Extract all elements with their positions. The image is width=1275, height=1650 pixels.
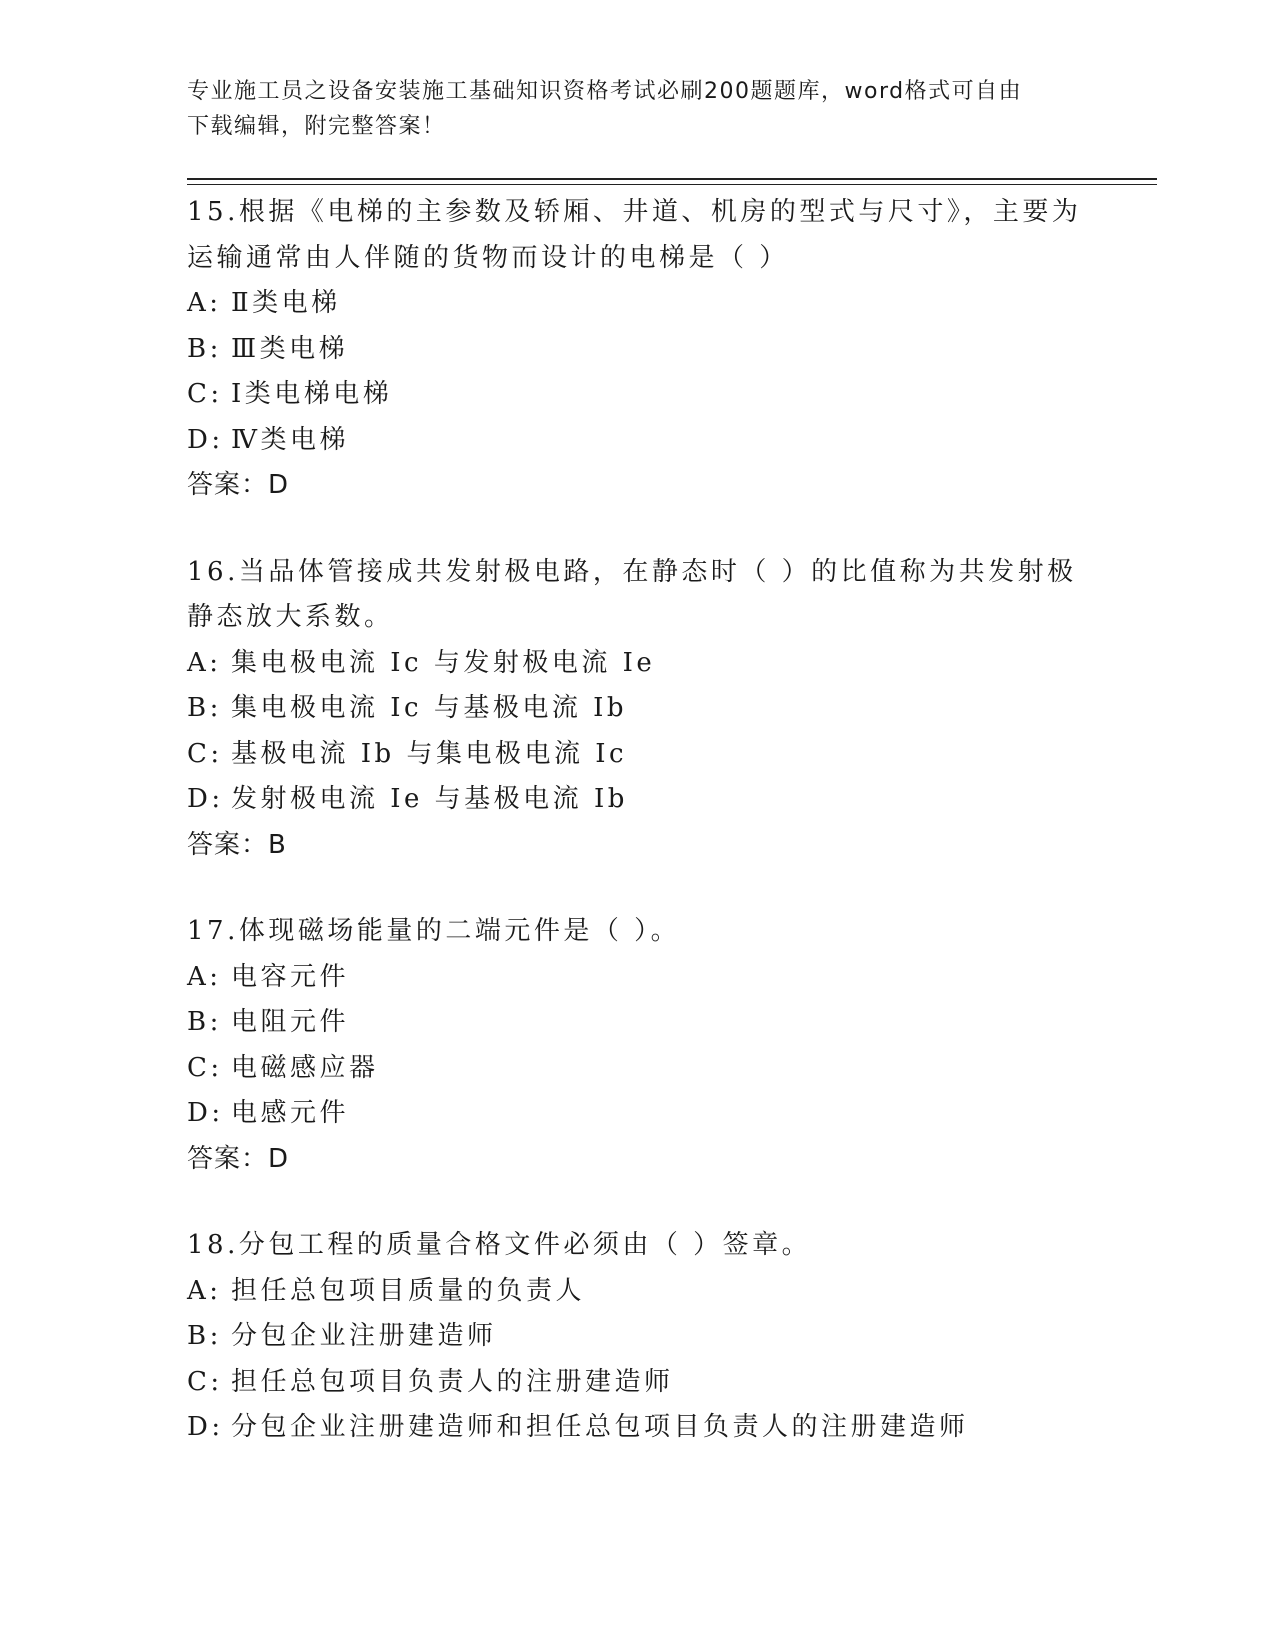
question-15 bbox=[187, 190, 1087, 509]
option-key: C: bbox=[187, 738, 223, 769]
option-key: A: bbox=[187, 288, 222, 318]
header-divider-thin bbox=[187, 184, 1157, 185]
option-key: D: bbox=[187, 1412, 224, 1442]
answer-line: 答案：D bbox=[187, 1143, 290, 1174]
option-key: C: bbox=[187, 379, 223, 409]
question-list bbox=[187, 190, 1087, 1492]
option-text: 电容元件 bbox=[231, 961, 350, 992]
option-key: B: bbox=[187, 1321, 222, 1351]
option-a bbox=[187, 955, 1087, 1001]
option-text: Ⅲ类电梯 bbox=[231, 333, 349, 364]
question-stem-line-1: 18.分包工程的质量合格文件必须由（ ）签章。 bbox=[187, 1230, 812, 1260]
question-17 bbox=[187, 909, 1087, 1182]
option-c bbox=[187, 732, 1087, 778]
option-text: 担任总包项目质量的负责人 bbox=[231, 1275, 586, 1306]
option-text: 电感元件 bbox=[231, 1098, 350, 1128]
option-text: Ⅳ类电梯 bbox=[231, 424, 349, 455]
option-key: B: bbox=[187, 333, 222, 364]
option-b bbox=[187, 327, 1087, 373]
question-stem-line-1: 15.根据《电梯的主参数及轿厢、井道、机房的型式与尺寸》，主要为 bbox=[187, 197, 1082, 227]
option-key: D: bbox=[187, 784, 224, 814]
option-text: Ⅱ类电梯 bbox=[231, 288, 341, 318]
option-key: C: bbox=[187, 1366, 223, 1397]
option-key: B: bbox=[187, 1007, 222, 1037]
header-line-1: 专业施工员之设备安装施工基础知识资格考试必刷200题题库，word格式可自由 bbox=[187, 79, 1023, 104]
option-a bbox=[187, 641, 1087, 687]
option-c bbox=[187, 372, 1087, 418]
option-b bbox=[187, 686, 1087, 732]
option-a bbox=[187, 281, 1087, 327]
option-text: 电磁感应器 bbox=[231, 1052, 379, 1083]
option-text: Ⅰ类电梯电梯 bbox=[231, 379, 393, 409]
option-b bbox=[187, 1000, 1087, 1046]
option-key: B: bbox=[187, 693, 222, 723]
option-text: 基极电流 Ib 与集电极电流 Ic bbox=[231, 738, 628, 769]
option-d bbox=[187, 418, 1087, 464]
option-key: A: bbox=[187, 647, 222, 678]
option-text: 发射极电流 Ie 与基极电流 Ib bbox=[231, 784, 628, 814]
header-line-2: 下载编辑，附完整答案！ bbox=[187, 114, 446, 139]
option-b bbox=[187, 1314, 1087, 1360]
option-text: 集电极电流 Ic 与发射极电流 Ie bbox=[231, 647, 656, 678]
option-key: D: bbox=[187, 424, 224, 455]
question-stem-line-1: 17.体现磁场能量的二端元件是（ ）。 bbox=[187, 916, 681, 946]
answer-line: 答案：D bbox=[187, 470, 290, 500]
option-a bbox=[187, 1269, 1087, 1315]
option-d bbox=[187, 777, 1087, 823]
option-text: 集电极电流 Ic 与基极电流 Ib bbox=[231, 693, 628, 723]
question-stem-line-2: 静态放大系数。 bbox=[187, 602, 394, 632]
option-text: 分包企业注册建造师和担任总包项目负责人的注册建造师 bbox=[231, 1412, 969, 1442]
question-stem-line-1: 16.当品体管接成共发射极电路，在静态时（ ）的比值称为共发射极 bbox=[187, 556, 1077, 587]
option-text: 担任总包项目负责人的注册建造师 bbox=[231, 1366, 674, 1397]
document-header bbox=[187, 74, 1087, 144]
question-16 bbox=[187, 550, 1087, 869]
question-18 bbox=[187, 1223, 1087, 1451]
option-d bbox=[187, 1405, 1087, 1451]
question-stem-line-2: 运输通常由人伴随的货物而设计的电梯是（ ） bbox=[187, 242, 789, 273]
option-key: A: bbox=[187, 1275, 222, 1306]
option-key: D: bbox=[187, 1098, 224, 1128]
option-text: 分包企业注册建造师 bbox=[231, 1321, 497, 1351]
option-key: A: bbox=[187, 961, 222, 992]
option-c bbox=[187, 1046, 1087, 1092]
header-divider-thick bbox=[187, 178, 1157, 180]
option-text: 电阻元件 bbox=[231, 1007, 350, 1037]
option-d bbox=[187, 1091, 1087, 1137]
answer-line: 答案：B bbox=[187, 829, 287, 860]
option-key: C: bbox=[187, 1052, 223, 1083]
option-c bbox=[187, 1360, 1087, 1406]
